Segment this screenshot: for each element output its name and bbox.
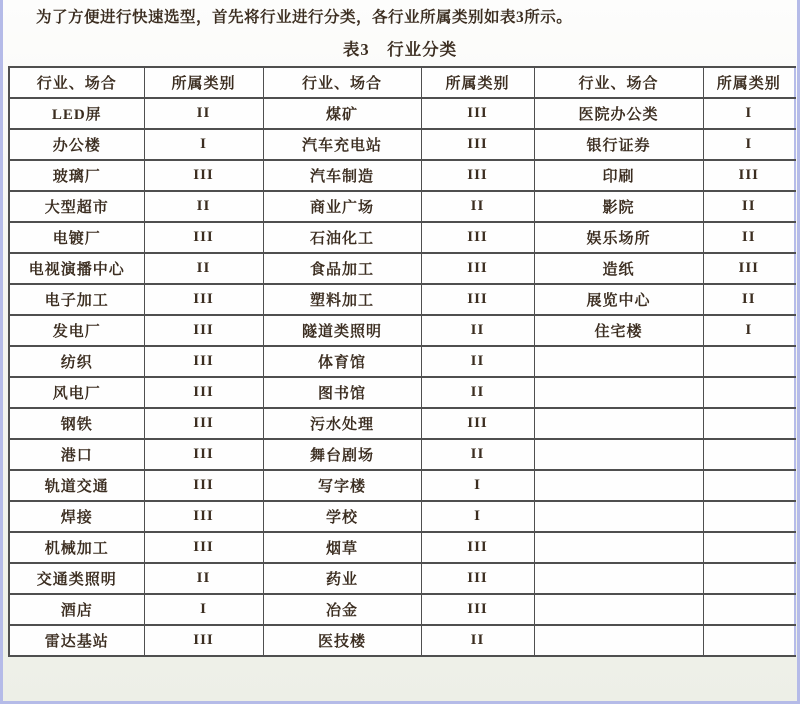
industry-table-body bbox=[9, 98, 795, 656]
category-cell: I bbox=[703, 98, 795, 129]
industry-cell: 烟草 bbox=[263, 532, 421, 563]
table-row bbox=[9, 160, 795, 191]
header-category-3: 所属类别 bbox=[703, 67, 795, 98]
industry-cell: 石油化工 bbox=[263, 222, 421, 253]
industry-cell: 隧道类照明 bbox=[263, 315, 421, 346]
industry-cell: 电镀厂 bbox=[9, 222, 144, 253]
category-cell: III bbox=[144, 284, 263, 315]
category-cell: II bbox=[421, 191, 534, 222]
category-cell: II bbox=[703, 191, 795, 222]
category-cell: III bbox=[421, 563, 534, 594]
category-cell: III bbox=[144, 408, 263, 439]
category-cell bbox=[703, 563, 795, 594]
category-cell: I bbox=[421, 470, 534, 501]
table-row bbox=[9, 253, 795, 284]
industry-cell: 电子加工 bbox=[9, 284, 144, 315]
industry-cell: 住宅楼 bbox=[534, 315, 703, 346]
category-cell bbox=[703, 594, 795, 625]
category-cell: II bbox=[421, 315, 534, 346]
category-cell: I bbox=[703, 315, 795, 346]
category-cell: III bbox=[421, 284, 534, 315]
category-cell: III bbox=[421, 594, 534, 625]
category-cell bbox=[703, 532, 795, 563]
category-cell: III bbox=[144, 315, 263, 346]
industry-cell: 冶金 bbox=[263, 594, 421, 625]
industry-cell: 焊接 bbox=[9, 501, 144, 532]
industry-cell: 钢铁 bbox=[9, 408, 144, 439]
header-industry-2: 行业、场合 bbox=[263, 67, 421, 98]
industry-cell: 塑料加工 bbox=[263, 284, 421, 315]
industry-cell: 机械加工 bbox=[9, 532, 144, 563]
table-row bbox=[9, 563, 795, 594]
table-row bbox=[9, 439, 795, 470]
table-title: 表3 行业分类 bbox=[342, 40, 458, 59]
category-cell: III bbox=[144, 222, 263, 253]
industry-cell bbox=[534, 625, 703, 656]
category-cell: II bbox=[703, 222, 795, 253]
industry-cell: 舞台剧场 bbox=[263, 439, 421, 470]
category-cell: III bbox=[144, 439, 263, 470]
industry-classification-table bbox=[8, 66, 796, 657]
intro-paragraph: 为了方便进行快速选型，首先将行业进行分类，各行业所属类别如表3所示。 bbox=[36, 9, 573, 26]
industry-cell: 污水处理 bbox=[263, 408, 421, 439]
industry-cell bbox=[534, 532, 703, 563]
header-category-2: 所属类别 bbox=[421, 67, 534, 98]
category-cell: II bbox=[144, 563, 263, 594]
industry-cell: 图书馆 bbox=[263, 377, 421, 408]
category-cell: III bbox=[144, 501, 263, 532]
header-category-1: 所属类别 bbox=[144, 67, 263, 98]
industry-cell: 食品加工 bbox=[263, 253, 421, 284]
category-cell bbox=[703, 439, 795, 470]
industry-cell: 汽车制造 bbox=[263, 160, 421, 191]
table-row bbox=[9, 594, 795, 625]
category-cell: III bbox=[421, 160, 534, 191]
category-cell: III bbox=[144, 470, 263, 501]
industry-cell: 纺织 bbox=[9, 346, 144, 377]
industry-cell bbox=[534, 470, 703, 501]
category-cell: II bbox=[421, 377, 534, 408]
category-cell: III bbox=[421, 408, 534, 439]
table-row bbox=[9, 222, 795, 253]
category-cell bbox=[703, 408, 795, 439]
table-row bbox=[9, 346, 795, 377]
industry-cell: 汽车充电站 bbox=[263, 129, 421, 160]
industry-cell: 酒店 bbox=[9, 594, 144, 625]
industry-cell: 电视演播中心 bbox=[9, 253, 144, 284]
table-row bbox=[9, 377, 795, 408]
category-cell: III bbox=[421, 253, 534, 284]
table-row bbox=[9, 129, 795, 160]
industry-cell: 印刷 bbox=[534, 160, 703, 191]
category-cell: III bbox=[144, 160, 263, 191]
category-cell bbox=[703, 625, 795, 656]
table-row bbox=[9, 98, 795, 129]
industry-cell: 学校 bbox=[263, 501, 421, 532]
category-cell: III bbox=[144, 377, 263, 408]
industry-cell: 造纸 bbox=[534, 253, 703, 284]
industry-cell: 港口 bbox=[9, 439, 144, 470]
industry-cell bbox=[534, 346, 703, 377]
table-row bbox=[9, 532, 795, 563]
industry-cell: 医院办公类 bbox=[534, 98, 703, 129]
industry-cell bbox=[534, 594, 703, 625]
industry-cell bbox=[534, 408, 703, 439]
category-cell: III bbox=[421, 222, 534, 253]
industry-cell: LED屏 bbox=[9, 98, 144, 129]
table-row bbox=[9, 470, 795, 501]
industry-cell: 医技楼 bbox=[263, 625, 421, 656]
industry-cell: 发电厂 bbox=[9, 315, 144, 346]
category-cell: II bbox=[421, 625, 534, 656]
industry-cell: 雷达基站 bbox=[9, 625, 144, 656]
category-cell bbox=[703, 377, 795, 408]
category-cell: II bbox=[144, 253, 263, 284]
header-industry-1: 行业、场合 bbox=[9, 67, 144, 98]
industry-cell: 展览中心 bbox=[534, 284, 703, 315]
industry-cell: 娱乐场所 bbox=[534, 222, 703, 253]
category-cell: III bbox=[421, 532, 534, 563]
table-row bbox=[9, 284, 795, 315]
category-cell: III bbox=[144, 625, 263, 656]
header-industry-3: 行业、场合 bbox=[534, 67, 703, 98]
industry-cell: 药业 bbox=[263, 563, 421, 594]
category-cell: III bbox=[144, 532, 263, 563]
category-cell bbox=[703, 470, 795, 501]
category-cell bbox=[703, 346, 795, 377]
industry-cell: 商业广场 bbox=[263, 191, 421, 222]
industry-cell: 玻璃厂 bbox=[9, 160, 144, 191]
industry-cell: 煤矿 bbox=[263, 98, 421, 129]
category-cell: II bbox=[703, 284, 795, 315]
table-row bbox=[9, 191, 795, 222]
industry-cell: 风电厂 bbox=[9, 377, 144, 408]
category-cell: II bbox=[144, 191, 263, 222]
industry-cell bbox=[534, 501, 703, 532]
category-cell: II bbox=[421, 346, 534, 377]
industry-cell: 银行证券 bbox=[534, 129, 703, 160]
category-cell: III bbox=[144, 346, 263, 377]
category-cell: I bbox=[144, 129, 263, 160]
category-cell: III bbox=[703, 253, 795, 284]
industry-cell: 大型超市 bbox=[9, 191, 144, 222]
industry-cell: 交通类照明 bbox=[9, 563, 144, 594]
industry-cell: 办公楼 bbox=[9, 129, 144, 160]
industry-cell: 影院 bbox=[534, 191, 703, 222]
industry-cell: 轨道交通 bbox=[9, 470, 144, 501]
category-cell: II bbox=[421, 439, 534, 470]
table-row bbox=[9, 501, 795, 532]
table-row bbox=[9, 315, 795, 346]
category-cell: I bbox=[703, 129, 795, 160]
table-row bbox=[9, 625, 795, 656]
industry-cell: 体育馆 bbox=[263, 346, 421, 377]
category-cell bbox=[703, 501, 795, 532]
industry-cell bbox=[534, 439, 703, 470]
table-row bbox=[9, 408, 795, 439]
category-cell: III bbox=[421, 98, 534, 129]
industry-cell bbox=[534, 377, 703, 408]
table-header-row bbox=[9, 67, 795, 98]
category-cell: I bbox=[144, 594, 263, 625]
category-cell: III bbox=[421, 129, 534, 160]
category-cell: I bbox=[421, 501, 534, 532]
category-cell: III bbox=[703, 160, 795, 191]
category-cell: II bbox=[144, 98, 263, 129]
industry-cell bbox=[534, 563, 703, 594]
industry-cell: 写字楼 bbox=[263, 470, 421, 501]
